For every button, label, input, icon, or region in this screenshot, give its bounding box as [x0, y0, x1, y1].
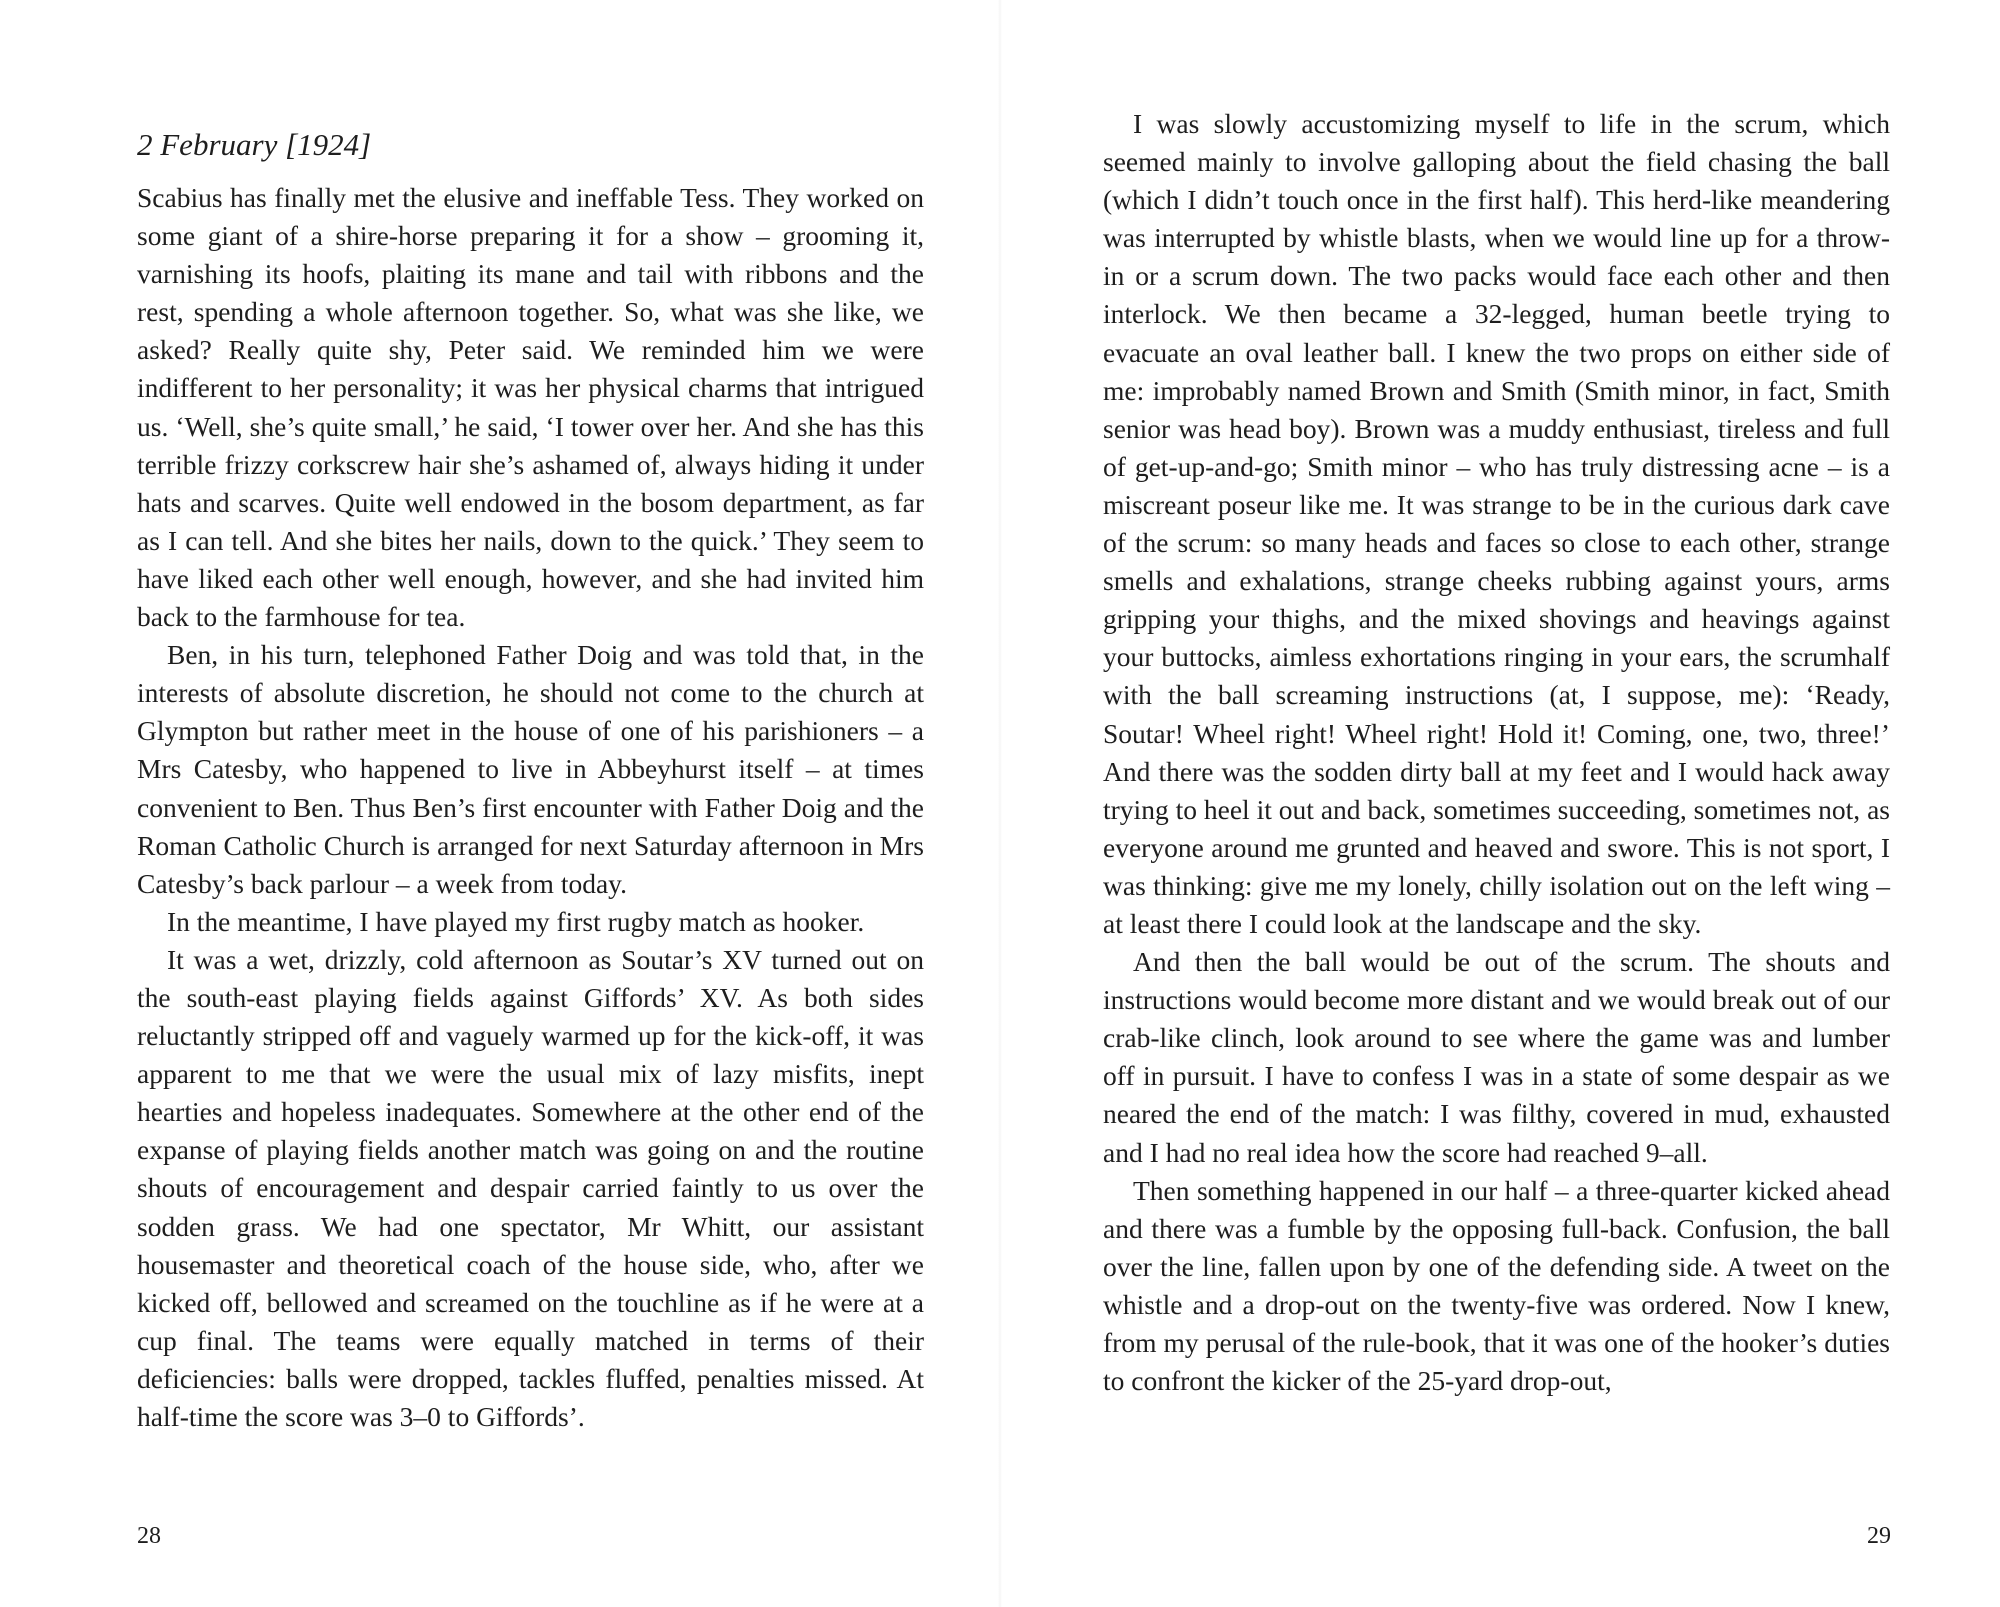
paragraph: Ben, in his turn, telephoned Father Doig and was told that, in the interests of absolute discretion, he should not come to the church at Glympton but rather meet in the house of one of his parishioners – a Mrs Catesby, who happened to live in Abbeyhurst itself – at times convenient to Ben. Thus Ben’s first encounter with Father Doig and the Roman Catholic Church is arranged for next Saturday afternoon in Mrs Catesby’s back parlour – a week from today.: [137, 639, 924, 899]
paragraph: In the meantime, I have played my first rugby match as hooker.: [167, 905, 865, 937]
left-page-body: [137, 179, 924, 1436]
paragraph: And then the ball would be out of the scrum. The shouts and instructions would become more distant and we would break out of our crab-like clinch, look around to see where the game was and lumber off in pursuit. I have to confess I was in a state of some despair as we neared the end of the match: I was filthy, covered in mud, exhausted and I had no real idea how the score had reached 9–all.: [1103, 946, 1890, 1168]
diary-entry-heading: 2 February [1924]: [137, 127, 372, 162]
right-page: [1000, 0, 2000, 1607]
paragraph: Then something happened in our half – a three-quarter kicked ahead and there was a fumble by the opposing full-back. Confusion, the ball over the line, fallen upon by one of the defending side. A tweet on the whistle and a drop-out on the twenty-five was ordered. Now I knew, from my perusal of the rule-book, that it was one of the hooker’s duties to confront the kicker of the 25-yard drop-out,: [1103, 1174, 1890, 1397]
paragraph: I was slowly accustomizing myself to life in the scrum, which seemed mainly to involve galloping about the field chasing the ball (which I didn’t touch once in the first half). This herd-like meandering was interrupted by whistle blasts, when we would line up for a throw-in or a scrum down. The two packs would face each other and then interlock. We then became a 32-legged, human beetle trying to evacuate an oval leather ball. I knew the two props on either side of me: improbably named Brown and Smith (Smith minor, in fact, Smith senior was head boy). Brown was a muddy enthusiast, tireless and full of get-up-and-go; Smith minor – who has truly distressing acne – is a miscreant poseur like me. It was strange to be in the curious dark cave of the scrum: so many heads and faces so close to each other, strange smells and exhalations, strange cheeks rubbing against yours, arms gripping your thighs, and the mixed shovings and heavings against your buttocks, aimless exhortations ringing in your ears, the scrumhalf with the ball screaming instructions (at, I suppose, me): ‘Ready, Soutar! Wheel right! Wheel right! Hold it! Coming, one, two, three!’ And there was the sodden dirty ball at my feet and I would hack away trying to heel it out and back, sometimes succeeding, sometimes not, as everyone around me grunted and heaved and swore. This is not sport, I was thinking: give me my lonely, chilly isolation out on the left wing – at least there I could look at the landscape and the sky.: [1103, 108, 1890, 939]
page-number: 28: [137, 1523, 161, 1549]
right-page-body: [1103, 105, 1890, 1400]
paragraph: Scabius has finally met the elusive and ineffable Tess. They worked on some giant of a shire-horse preparing it for a show – grooming it, varnishing its hoofs, plaiting its mane and tail with ribbons and the rest, spending a whole afternoon together. So, what was she like, we asked? Really quite shy, Peter said. We reminded him we were indifferent to her personality; it was her physical charms that intrigued us. ‘Well, she’s quite small,’ he said, ‘I tower over her. And she has this terrible frizzy corkscrew hair she’s ashamed of, always hiding it under hats and scarves. Quite well endowed in the bosom department, as far as I can tell. And she bites her nails, down to the quick.’ They seem to have liked each other well enough, however, and she had invited him back to the farmhouse for tea.: [137, 182, 924, 633]
paragraph: It was a wet, drizzly, cold afternoon as Soutar’s XV turned out on the south-east playing fields against Giffords’ XV. As both sides reluctantly stripped off and vaguely warmed up for the kick-off, it was apparent to me that we were the usual mix of lazy misfits, inept hearties and hopeless inadequates. Somewhere at the other end of the expanse of playing fields another match was going on and the routine shouts of encouragement and despair carried faintly to us over the sodden grass. We had one spectator, Mr Whitt, our assistant housemaster and theoretical coach of the house side, who, after we kicked off, bellowed and screamed on the touchline as if he were at a cup final. The teams were equally matched in terms of their deficiencies: balls were dropped, tackles fluffed, penalties missed. At half-time the score was 3–0 to Giffords’.: [137, 943, 924, 1432]
page-number: 29: [1867, 1523, 1891, 1549]
